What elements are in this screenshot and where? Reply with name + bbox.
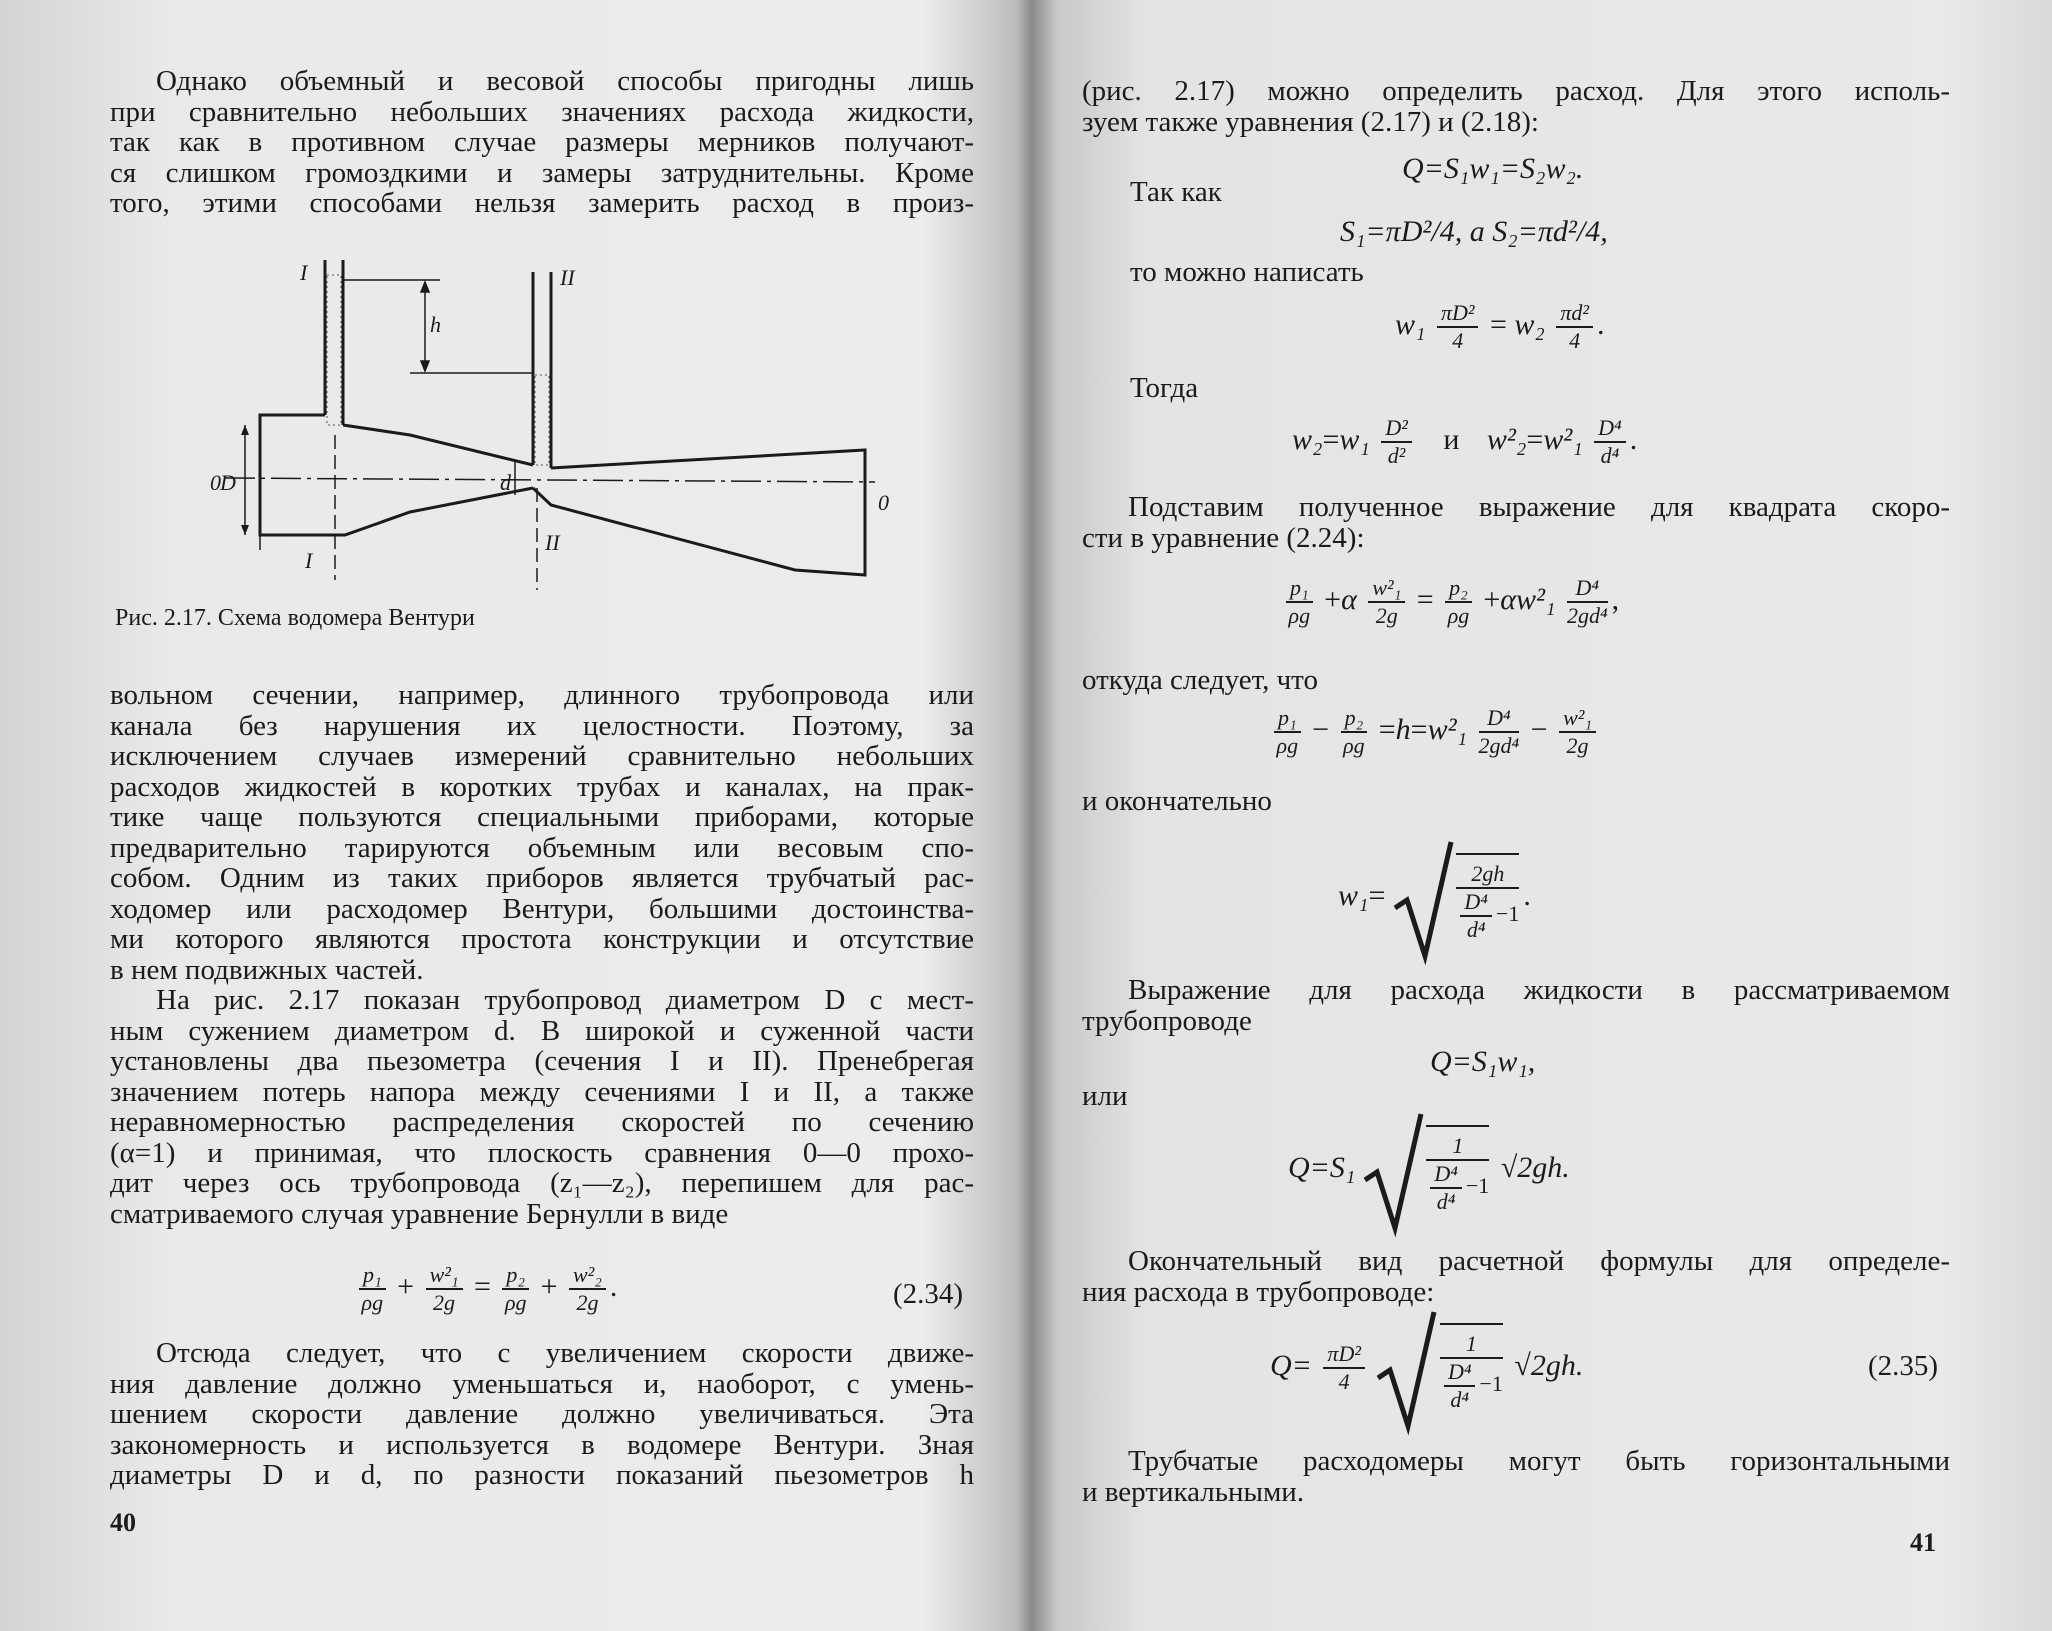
eq-d4: d⁴ (1600, 443, 1620, 468)
eq-1: 1 (1440, 1331, 1503, 1359)
text-line: закономерность и используется в водомере Вентури. Зная (110, 1428, 974, 1461)
eq-pid2: πd² (1556, 300, 1593, 328)
text-line: тике чаще пользуются специальными приборами, которые (110, 801, 974, 833)
label-I-bottom: I (305, 548, 313, 573)
label-II-bottom: II (545, 530, 560, 555)
eq-pg: ρg (1447, 603, 1470, 628)
eq-d4: d⁴ (1466, 917, 1486, 942)
eq-D4: D⁴ (1479, 705, 1520, 733)
label-II-top: II (560, 265, 575, 290)
eq-1: 1 (1508, 901, 1520, 927)
eq-D4: D⁴ (1430, 1161, 1462, 1189)
text-line: канала без нарушения их целостности. Поэтому, за (110, 709, 974, 742)
eq-pg: ρg (361, 1290, 384, 1315)
left-paragraph-1 (110, 66, 974, 219)
eq-Q: Q= (1270, 1348, 1312, 1382)
text-line: и вертикальными. (1082, 1475, 1305, 1508)
eq-pg: ρg (1343, 733, 1365, 758)
eq-pg: ρg (1288, 603, 1311, 628)
equation-QS2: Q=S₁ 1 $\frac{\text{D⁴}}{\text{d⁴}}$ −1 √2gh. (1288, 1110, 1570, 1230)
text-line: шением скорости давление должно увеличиваться. Эта (110, 1398, 974, 1430)
eq-D2: D² (1381, 415, 1411, 443)
text-line: значением потерь напора между сечениями I и II, а также (110, 1075, 974, 1108)
text-line: сти в уравнение (2.24): (1082, 521, 1365, 554)
text-line: ния давление должно уменьшаться и, наоборот, с умень- (110, 1367, 974, 1400)
equation-number-2-35: (2.35) (1868, 1350, 1939, 1382)
eq-4: 4 (1569, 328, 1581, 353)
text-line: Окончательный вид расчетной формулы для определе- (1128, 1245, 1950, 1277)
equation-S: S₁=πD²/4, а S₂=πd²/4, (1340, 215, 1608, 248)
text-line: так как в противном случае размеры мерников получают- (110, 126, 974, 158)
eq-4: 4 (1452, 328, 1464, 353)
text-line: исключением случаев измерений сравнительно небольших (110, 740, 974, 772)
equation-Q: Q=S₁w₁=S₂w₂. (1402, 152, 1584, 185)
right-paragraph-4 (1082, 1246, 1950, 1307)
text-line: На рис. 2.17 показан трубопровод диаметром D с мест- (156, 984, 974, 1016)
eq-D4: D⁴ (1594, 415, 1626, 443)
eq-w1sq: w²₁ (1543, 422, 1583, 456)
eq-w2sq: w²₂ (1486, 422, 1527, 456)
text-line: Отсюда следует, что с увеличением скорости движе- (156, 1337, 974, 1369)
eq-w: w²₁ (1427, 712, 1468, 746)
right-paragraph-2 (1082, 492, 1950, 553)
eq-root-2gh: √2gh. (1500, 1150, 1570, 1184)
eq-2gd4: 2gd⁴ (1566, 603, 1608, 628)
eq-1: 1 (1426, 1133, 1489, 1161)
word-tak-kak: Так как (1130, 176, 1222, 208)
label-h: h (430, 312, 441, 337)
eq-D4: D⁴ (1567, 575, 1608, 603)
eq-D4: D⁴ (1460, 889, 1492, 917)
eq-w1sq: w²₁ (1559, 705, 1596, 733)
left-paragraph-3 (110, 985, 974, 1229)
figure-caption: Рис. 2.17. Схема водомера Вентури (115, 605, 475, 631)
eq-p1: p₁ (1274, 705, 1301, 733)
right-paragraph-1 (1082, 76, 1950, 137)
label-zero-left: 0 (210, 470, 221, 495)
equation-number-2-34: (2.34) (893, 1278, 964, 1310)
eq-w2sq: w²₂ (569, 1262, 606, 1290)
label-d: d (500, 470, 511, 495)
venturi-diagram (210, 250, 895, 590)
text-line: при сравнительно небольших значениях расхода жидкости, (110, 95, 974, 128)
eq-pg: ρg (504, 1290, 527, 1315)
text-line: ния расхода в трубопроводе: (1082, 1275, 1435, 1308)
eq-alpha: α (1341, 582, 1357, 616)
text-line: в нем подвижных частей. (110, 953, 424, 986)
text-line: вольном сечении, например, длинного трубопровода или (110, 679, 974, 711)
label-D: D (220, 470, 236, 495)
eq-D4: D⁴ (1444, 1359, 1476, 1387)
eq-d4: d⁴ (1450, 1387, 1470, 1412)
right-paragraph-5 (1082, 1446, 1950, 1507)
text-line: установлены два пьезометра (сечения I и II). Пренебрегая (110, 1045, 974, 1077)
word-ili: или (1082, 1080, 1128, 1112)
text-line: дит через ось трубопровода (z₁—z₂), перепишем для рас- (110, 1167, 974, 1199)
text-line: ходомер или расходомер Вентури, большими достоинства- (110, 892, 974, 925)
eq-d4: d⁴ (1436, 1189, 1456, 1214)
eq-2g: 2g (1566, 733, 1589, 758)
eq-p1: p₁ (359, 1262, 386, 1290)
text-line: (α=1) и принимая, что плоскость сравнения 0—0 прохо- (110, 1136, 974, 1169)
eq-2g: 2g (433, 1290, 456, 1315)
text-line: зуем также уравнения (2.17) и (2.18): (1082, 105, 1539, 138)
text-line: диаметры D и d, по разности показаний пьезометров h (110, 1459, 974, 1491)
eq-pg: ρg (1276, 733, 1299, 758)
equation-QS: Q=S₁w₁, (1430, 1045, 1536, 1078)
eq-d2: d² (1387, 443, 1406, 468)
eq-w1: w₁ (1395, 307, 1426, 341)
eq-p2: p₂ (1445, 575, 1472, 603)
text-line: Подставим полученное выражение для квадрата скоро- (1128, 491, 1950, 523)
eq-2gd4: 2gd⁴ (1478, 733, 1520, 758)
left-page (0, 0, 1020, 1631)
equation-difference: $\frac{\text{p₁}}{\rho g}$ − $\frac{\text{p₂}}{\rho g}$ =h=w²₁ $\frac{\text{D⁴}}{\text{2gd⁴}}$ − $\frac{\text{w²₁}}{2g}$ (1270, 705, 1600, 759)
eq-2g: 2g (576, 1290, 599, 1315)
text-line: собом. Одним из таких приборов является трубчатый рас- (110, 862, 974, 894)
text-line: того, этими способами нельзя замерить расход в произ- (110, 187, 974, 219)
text-line: предварительно тарируются объемным или весовым спо- (110, 831, 974, 864)
text-line: ным сужением диаметром d. В широкой и суженной части (110, 1014, 974, 1047)
text-line: сматриваемого случая уравнение Бернулли в виде (110, 1197, 729, 1230)
word-togda: Тогда (1130, 372, 1199, 404)
eq-QS: Q=S₁ (1288, 1150, 1356, 1184)
page-number-right: 41 (1910, 1528, 1936, 1557)
text-line: Выражение для расхода жидкости в рассматриваемом (1128, 974, 1950, 1006)
eq-2g: 2g (1375, 603, 1398, 628)
eq-p2: p₂ (502, 1262, 529, 1290)
eq-w1sq: w²₁ (1368, 575, 1405, 603)
eq-root-2gh: √2gh. (1514, 1348, 1584, 1382)
equation-w2: w₂=w₁ $\frac{\text{D²}}{\text{d²}}$ и w²₂=w²₁ $\frac{\text{D⁴}}{\text{d⁴}}$ . (1292, 415, 1638, 468)
text-line: неравномерностью распределения скоростей по сечению (110, 1106, 974, 1138)
label-zero-right: 0 (878, 490, 889, 515)
equation-w-frac: w₁ $\frac{\text{πD²}}{4}$ = w₂ $\frac{\text{πd²}}{4}$ . (1395, 300, 1605, 353)
text-line: трубопроводе (1082, 1004, 1252, 1037)
eq-w2: w₂ (1292, 422, 1323, 456)
equation-bernoulli: $\frac{\text{p₁}}{\rho g}$ +α $\frac{\text{w²₁}}{2g}$ = $\frac{\text{p₂}}{\rho g}$ +αw²₁ $\frac{\text{D⁴}}{\text{2gd⁴}}$ , (1282, 575, 1619, 629)
radical-sign (1376, 1308, 1436, 1428)
radical-sign (1393, 838, 1453, 958)
text-line: (рис. 2.17) можно определить расход. Для этого исполь- (1082, 75, 1950, 107)
eq-w1sq: w²₁ (426, 1262, 463, 1290)
eq-w1: w₁ (1338, 878, 1369, 912)
word-i-okonch: и окончательно (1082, 785, 1272, 817)
eq-p1: p₁ (1286, 575, 1313, 603)
left-paragraph-4 (110, 1338, 974, 1491)
eq-w2: w₂ (1514, 307, 1545, 341)
text-line: Трубчатые расходомеры могут быть горизонтальными (1128, 1445, 1950, 1477)
eq-aw: αw²₁ (1500, 582, 1556, 616)
text-line: расходов жидкостей в коротких трубах и каналах, на прак- (110, 770, 974, 803)
equation-2-35: Q= $\frac{\text{πD²}}{4}$ 1 $\frac{\text{D⁴}}{\text{d⁴}}$ −1 √2gh. (1270, 1308, 1583, 1428)
eq-h: h (1395, 712, 1411, 746)
eq-4: 4 (1338, 1369, 1350, 1394)
radical-sign (1363, 1110, 1423, 1230)
right-page (1030, 0, 2052, 1631)
eq-piD2: πD² (1323, 1341, 1365, 1369)
label-I-top: I (300, 260, 308, 285)
word-to-mozhno: то можно написать (1130, 256, 1364, 288)
eq-2gh: 2gh (1456, 861, 1519, 889)
page-number-left: 40 (110, 1508, 136, 1537)
text-line: ми которого являются простота конструкции и отсутствие (110, 923, 974, 955)
eq-p2: p₂ (1341, 705, 1368, 733)
text-line: Однако объемный и весовой способы пригодны лишь (156, 65, 974, 97)
right-paragraph-3 (1082, 975, 1950, 1036)
word-otkuda: откуда следует, что (1082, 664, 1318, 696)
text-line: ся слишком громоздкими и замеры затруднительны. Кроме (110, 156, 974, 189)
left-paragraph-2 (110, 680, 974, 985)
eq-and: и (1443, 422, 1460, 456)
equation-w1: w₁= 2gh $\frac{\text{D⁴}}{\text{d⁴}}$ −1 . (1338, 838, 1531, 958)
equation-2-34: $\frac{\text{p₁}}{\rho g}$ + $\frac{\text{w²₁}}{2g}$ = $\frac{\text{p₂}}{\rho g}$ + $\frac{\text{w²₂}}{2g}$ . (355, 1262, 617, 1316)
eq-piD2: πD² (1437, 300, 1479, 328)
eq-w1: w₁ (1339, 422, 1370, 456)
